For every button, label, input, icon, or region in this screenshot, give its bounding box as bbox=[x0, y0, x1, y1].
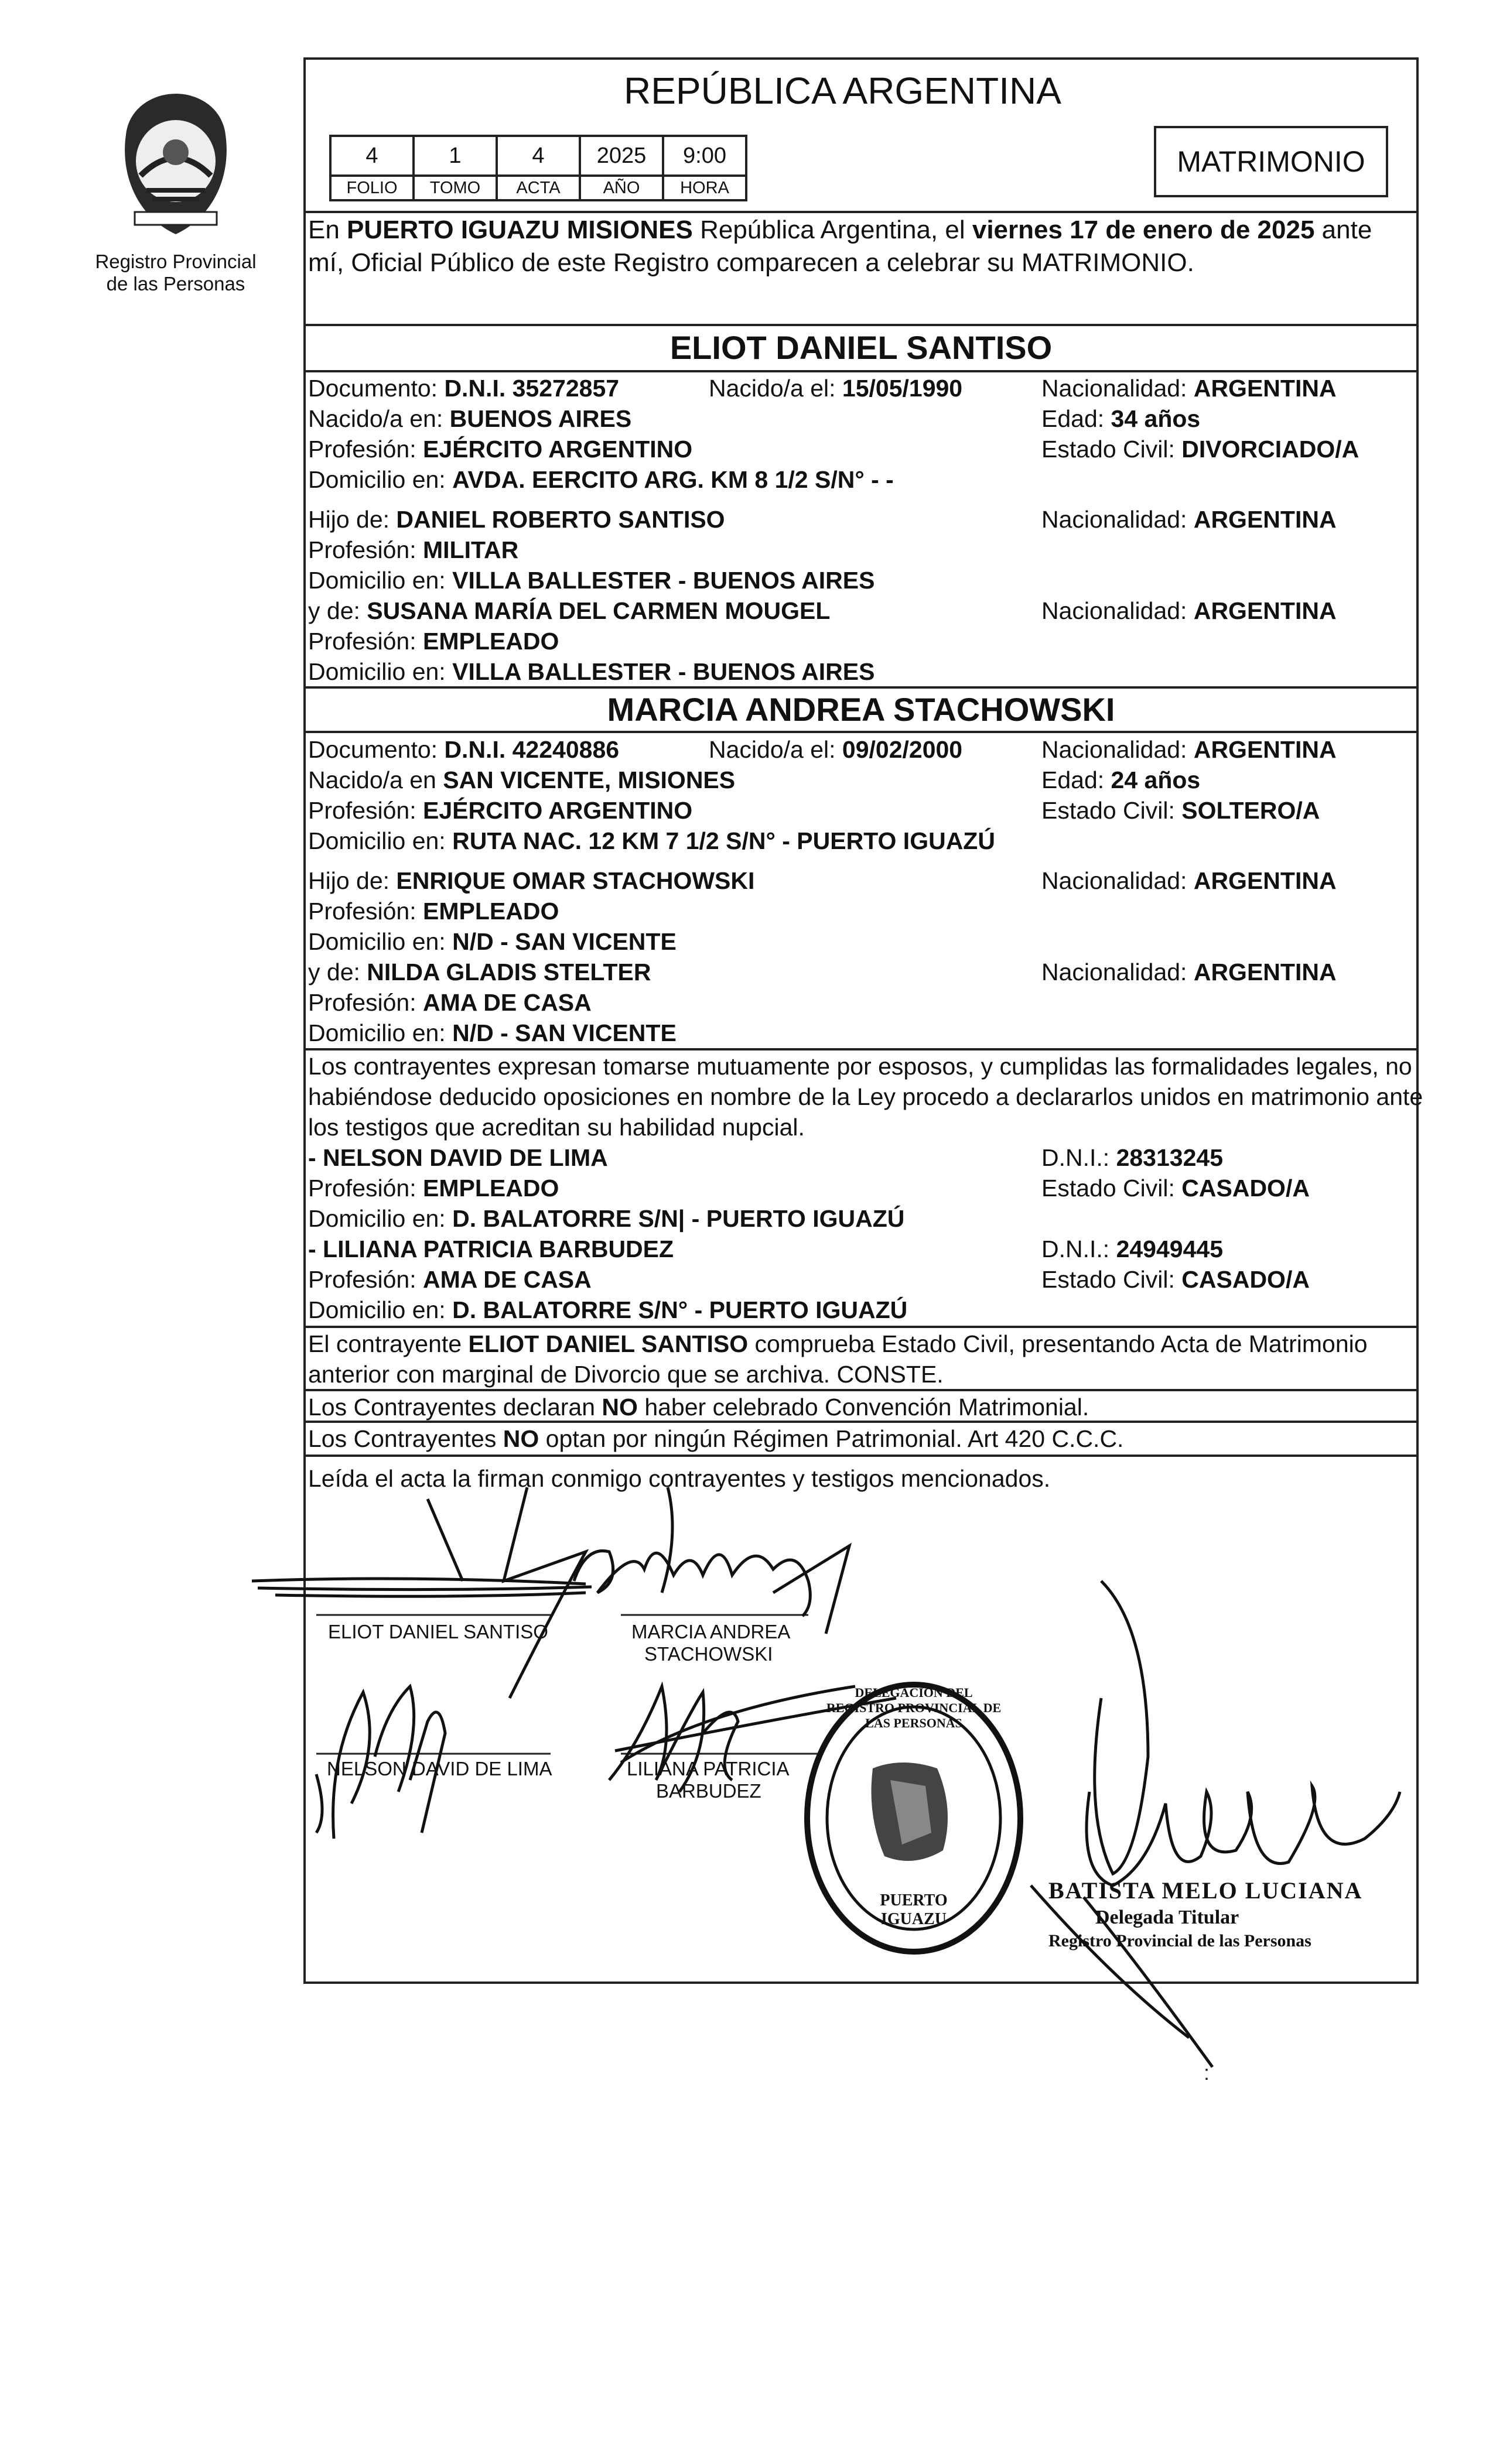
text: Los Contrayentes bbox=[308, 1425, 503, 1452]
registry-name-line1: Registro Provincial bbox=[95, 251, 257, 272]
bride-name: MARCIA ANDREA STACHOWSKI bbox=[607, 691, 1115, 728]
label: Domicilio en: bbox=[308, 928, 453, 955]
bride-birthdate bbox=[709, 735, 962, 764]
value: ARGENTINA bbox=[1193, 736, 1337, 763]
negation: NO bbox=[503, 1425, 539, 1452]
groom-birthplace bbox=[308, 404, 631, 433]
bride-civil-status bbox=[1041, 796, 1320, 825]
label: Nacionalidad: bbox=[1041, 736, 1194, 763]
groom-profession bbox=[308, 434, 692, 464]
value: N/D - SAN VICENTE bbox=[452, 1019, 677, 1046]
divider bbox=[305, 324, 1417, 326]
official-name: BATISTA MELO LUCIANA bbox=[1048, 1877, 1363, 1904]
groom-nationality bbox=[1041, 374, 1337, 403]
label: Profesión: bbox=[308, 536, 423, 563]
bride-age bbox=[1041, 765, 1200, 795]
year-value: 2025 bbox=[580, 136, 663, 176]
witness-2-signature-label-1: LILIANA PATRICIA bbox=[627, 1758, 790, 1779]
bride-profession bbox=[308, 796, 692, 825]
label: Nacionalidad: bbox=[1041, 867, 1194, 894]
groom-mother-address bbox=[308, 657, 874, 686]
registry-name-line2: de las Personas bbox=[106, 273, 245, 295]
label: Nacionalidad: bbox=[1041, 375, 1194, 402]
value: VILLA BALLESTER - BUENOS AIRES bbox=[452, 658, 875, 685]
divider bbox=[305, 686, 1417, 689]
value: ARGENTINA bbox=[1193, 959, 1337, 985]
value: 24949445 bbox=[1116, 1236, 1223, 1262]
label: y de: bbox=[308, 597, 367, 624]
value: D.N.I. 42240886 bbox=[444, 736, 620, 763]
label: Domicilio en: bbox=[308, 1205, 453, 1232]
acta-label: ACTA bbox=[497, 176, 580, 200]
label: y de: bbox=[308, 959, 367, 985]
text: comprueba Estado Civil, presentando Acta de Matrimonio bbox=[748, 1330, 1368, 1357]
label: Documento: bbox=[308, 375, 445, 402]
groom-father-address bbox=[308, 566, 874, 595]
witness-2-name: - LILIANA PATRICIA BARBUDEZ bbox=[308, 1236, 674, 1262]
bride-document bbox=[308, 735, 619, 764]
bride-signature-label-2: STACHOWSKI bbox=[644, 1643, 773, 1665]
intro-text: En bbox=[308, 215, 347, 244]
witness-2-profession bbox=[308, 1265, 592, 1294]
groom-signature-label: ELIOT DANIEL SANTISO bbox=[328, 1621, 548, 1642]
declaration-line-1: Los contrayentes expresan tomarse mutuamente por esposos, y cumplidas las formalidades legales, no bbox=[308, 1053, 1412, 1080]
value: ARGENTINA bbox=[1193, 506, 1337, 533]
value: ARGENTINA bbox=[1193, 597, 1337, 624]
label: Domicilio en: bbox=[308, 658, 453, 685]
negation: NO bbox=[602, 1394, 638, 1421]
label: Domicilio en: bbox=[308, 1296, 453, 1323]
label: Hijo de: bbox=[308, 506, 397, 533]
groom-birthdate bbox=[709, 374, 962, 403]
bride-birthplace bbox=[308, 765, 735, 795]
value: DANIEL ROBERTO SANTISO bbox=[396, 506, 725, 533]
official-org: Registro Provincial de las Personas bbox=[1048, 1931, 1311, 1950]
label: D.N.I.: bbox=[1041, 1236, 1116, 1262]
witness-2-dni bbox=[1041, 1234, 1223, 1264]
witness-1-civil-status bbox=[1041, 1173, 1310, 1203]
official-seal bbox=[802, 1681, 1025, 1956]
label: Profesión: bbox=[308, 797, 423, 824]
declaration-line-2: habiéndose deducido oposiciones en nombre de la Ley procedo a declararlos unidos en matrimonio ante bbox=[308, 1083, 1423, 1110]
witness-1-signature-label: NELSON DAVID DE LIMA bbox=[327, 1758, 552, 1779]
intro-date: viernes 17 de enero de 2025 bbox=[972, 215, 1315, 244]
label: Nacido/a en: bbox=[308, 405, 450, 432]
value: AMA DE CASA bbox=[423, 1266, 592, 1293]
value: ARGENTINA bbox=[1193, 375, 1337, 402]
value: EMPLEADO bbox=[423, 1175, 559, 1202]
bride-father-address bbox=[308, 927, 677, 956]
witness-1-address bbox=[308, 1204, 904, 1233]
bride-signature-label-1: MARCIA ANDREA bbox=[631, 1621, 791, 1642]
official-title: Delegada Titular bbox=[1095, 1907, 1239, 1928]
label: Domicilio en: bbox=[308, 827, 453, 854]
label: D.N.I.: bbox=[1041, 1144, 1116, 1171]
value: AVDA. EERCITO ARG. KM 8 1/2 S/N° - - bbox=[452, 466, 894, 493]
value: 09/02/2000 bbox=[842, 736, 963, 763]
label: Estado Civil: bbox=[1041, 797, 1182, 824]
value: 34 años bbox=[1111, 405, 1201, 432]
divider bbox=[305, 1048, 1417, 1050]
record-data-table bbox=[329, 135, 747, 201]
value: VILLA BALLESTER - BUENOS AIRES bbox=[452, 567, 875, 594]
province-emblem bbox=[111, 88, 240, 240]
groom-address bbox=[308, 465, 894, 494]
label: Profesión: bbox=[308, 898, 423, 925]
groom-father-nationality bbox=[1041, 505, 1337, 534]
value: D.N.I. 35272857 bbox=[444, 375, 620, 402]
bride-mother-nationality bbox=[1041, 957, 1337, 987]
divider bbox=[305, 1455, 1417, 1457]
value: 24 años bbox=[1111, 766, 1201, 793]
folio-value: 4 bbox=[330, 136, 414, 176]
text: optan por ningún Régimen Patrimonial. Art 420 C.C.C. bbox=[539, 1425, 1124, 1452]
groom-name: ELIOT DANIEL SANTISO bbox=[669, 329, 1053, 366]
bride-mother-profession bbox=[308, 988, 592, 1017]
groom-civil-status bbox=[1041, 434, 1359, 464]
intro-line-2: mí, Oficial Público de este Registro comparecen a celebrar su MATRIMONIO. bbox=[308, 248, 1194, 277]
label: Domicilio en: bbox=[308, 1019, 453, 1046]
label: Domicilio en: bbox=[308, 567, 453, 594]
value: EMPLEADO bbox=[423, 898, 559, 925]
label: Estado Civil: bbox=[1041, 1175, 1182, 1202]
groom-mother-profession bbox=[308, 627, 559, 656]
groom-mother bbox=[308, 596, 830, 625]
regime-statement bbox=[308, 1424, 1123, 1453]
witness-1-dni bbox=[1041, 1143, 1223, 1172]
intro-text: República Argentina, el bbox=[692, 215, 972, 244]
label: Nacionalidad: bbox=[1041, 959, 1194, 985]
text: haber celebrado Convención Matrimonial. bbox=[637, 1394, 1089, 1421]
country-title: REPÚBLICA ARGENTINA bbox=[624, 70, 1061, 112]
intro-text: ante bbox=[1314, 215, 1372, 244]
intro-place: PUERTO IGUAZU MISIONES bbox=[347, 215, 693, 244]
witness-1-profession bbox=[308, 1173, 559, 1203]
groom-father-profession bbox=[308, 535, 518, 564]
intro-line-1 bbox=[308, 215, 1372, 245]
label: Profesión: bbox=[308, 1266, 423, 1293]
value: 28313245 bbox=[1116, 1144, 1223, 1171]
acta-value: 4 bbox=[497, 136, 580, 176]
witness-2-civil-status bbox=[1041, 1265, 1310, 1294]
civil-status-note-1 bbox=[308, 1329, 1368, 1358]
value: CASADO/A bbox=[1181, 1266, 1310, 1293]
seal-ring-text: DELEGACION DEL REGISTRO PROVINCIAL DE LAS PERSONAS bbox=[826, 1685, 1002, 1730]
closing-statement: Leída el acta la firman conmigo contrayentes y testigos mencionados. bbox=[308, 1465, 1051, 1492]
bride-mother bbox=[308, 957, 651, 987]
label: Profesión: bbox=[308, 1175, 423, 1202]
label: Edad: bbox=[1041, 766, 1111, 793]
label: Nacido/a el: bbox=[709, 736, 842, 763]
groom-document bbox=[308, 374, 619, 403]
value: BUENOS AIRES bbox=[449, 405, 632, 432]
groom-father bbox=[308, 505, 725, 534]
divider bbox=[305, 370, 1417, 372]
hour-value: 9:00 bbox=[663, 136, 746, 176]
value: RUTA NAC. 12 KM 7 1/2 S/N° - PUERTO IGUAZÚ bbox=[452, 827, 995, 854]
tomo-label: TOMO bbox=[414, 176, 497, 200]
groom-name-ref: ELIOT DANIEL SANTISO bbox=[468, 1330, 749, 1357]
groom-mother-nationality bbox=[1041, 596, 1337, 625]
value: SOLTERO/A bbox=[1181, 797, 1320, 824]
label: Estado Civil: bbox=[1041, 1266, 1182, 1293]
value: SAN VICENTE, MISIONES bbox=[443, 766, 736, 793]
label: Nacionalidad: bbox=[1041, 597, 1194, 624]
witness-2-signature-label-2: BARBUDEZ bbox=[656, 1780, 761, 1802]
value: ARGENTINA bbox=[1193, 867, 1337, 894]
bride-mother-address bbox=[308, 1018, 677, 1048]
value: SUSANA MARÍA DEL CARMEN MOUGEL bbox=[367, 597, 831, 624]
bride-nationality bbox=[1041, 735, 1337, 764]
label: Hijo de: bbox=[308, 867, 397, 894]
divider bbox=[305, 1326, 1417, 1328]
value: EMPLEADO bbox=[423, 628, 559, 655]
colon-mark: : bbox=[1204, 2061, 1210, 2085]
label: Nacido/a el: bbox=[709, 375, 842, 402]
value: N/D - SAN VICENTE bbox=[452, 928, 677, 955]
value: ENRIQUE OMAR STACHOWSKI bbox=[396, 867, 755, 894]
label: Nacionalidad: bbox=[1041, 506, 1194, 533]
tomo-value: 1 bbox=[414, 136, 497, 176]
folio-label: FOLIO bbox=[330, 176, 414, 200]
groom-age bbox=[1041, 404, 1200, 433]
record-type-box: MATRIMONIO bbox=[1154, 126, 1388, 197]
text: Los Contrayentes declaran bbox=[308, 1394, 602, 1421]
value: 15/05/1990 bbox=[842, 375, 963, 402]
label: Domicilio en: bbox=[308, 466, 453, 493]
label: Nacido/a en bbox=[308, 766, 443, 793]
value: CASADO/A bbox=[1181, 1175, 1310, 1202]
civil-status-note-2: anterior con marginal de Divorcio que se archiva. CONSTE. bbox=[308, 1361, 944, 1388]
bride-address bbox=[308, 826, 995, 855]
label: Estado Civil: bbox=[1041, 436, 1182, 463]
witness-2-address bbox=[308, 1295, 907, 1325]
divider bbox=[305, 1421, 1417, 1423]
label: Profesión: bbox=[308, 436, 423, 463]
label: Profesión: bbox=[308, 989, 423, 1016]
value: MILITAR bbox=[423, 536, 519, 563]
label: Profesión: bbox=[308, 628, 423, 655]
label: Edad: bbox=[1041, 405, 1111, 432]
convention-statement bbox=[308, 1392, 1089, 1422]
value: NILDA GLADIS STELTER bbox=[367, 959, 651, 985]
year-label: AÑO bbox=[580, 176, 663, 200]
value: EJÉRCITO ARGENTINO bbox=[423, 797, 693, 824]
divider bbox=[305, 731, 1417, 733]
bride-father-nationality bbox=[1041, 866, 1337, 895]
witness-1-name: - NELSON DAVID DE LIMA bbox=[308, 1144, 608, 1171]
value: EJÉRCITO ARGENTINO bbox=[423, 436, 693, 463]
label: Documento: bbox=[308, 736, 445, 763]
declaration-line-3: los testigos que acreditan su habilidad nupcial. bbox=[308, 1114, 805, 1141]
value: DIVORCIADO/A bbox=[1181, 436, 1359, 463]
hour-label: HORA bbox=[663, 176, 746, 200]
bride-father bbox=[308, 866, 754, 895]
divider bbox=[305, 1389, 1417, 1391]
value: AMA DE CASA bbox=[423, 989, 592, 1016]
value: D. BALATORRE S/N| - PUERTO IGUAZÚ bbox=[452, 1205, 905, 1232]
text: El contrayente bbox=[308, 1330, 469, 1357]
seal-center-text: PUERTO IGUAZU bbox=[880, 1891, 948, 1928]
value: D. BALATORRE S/N° - PUERTO IGUAZÚ bbox=[452, 1296, 908, 1323]
bride-father-profession bbox=[308, 896, 559, 926]
divider bbox=[305, 211, 1417, 213]
